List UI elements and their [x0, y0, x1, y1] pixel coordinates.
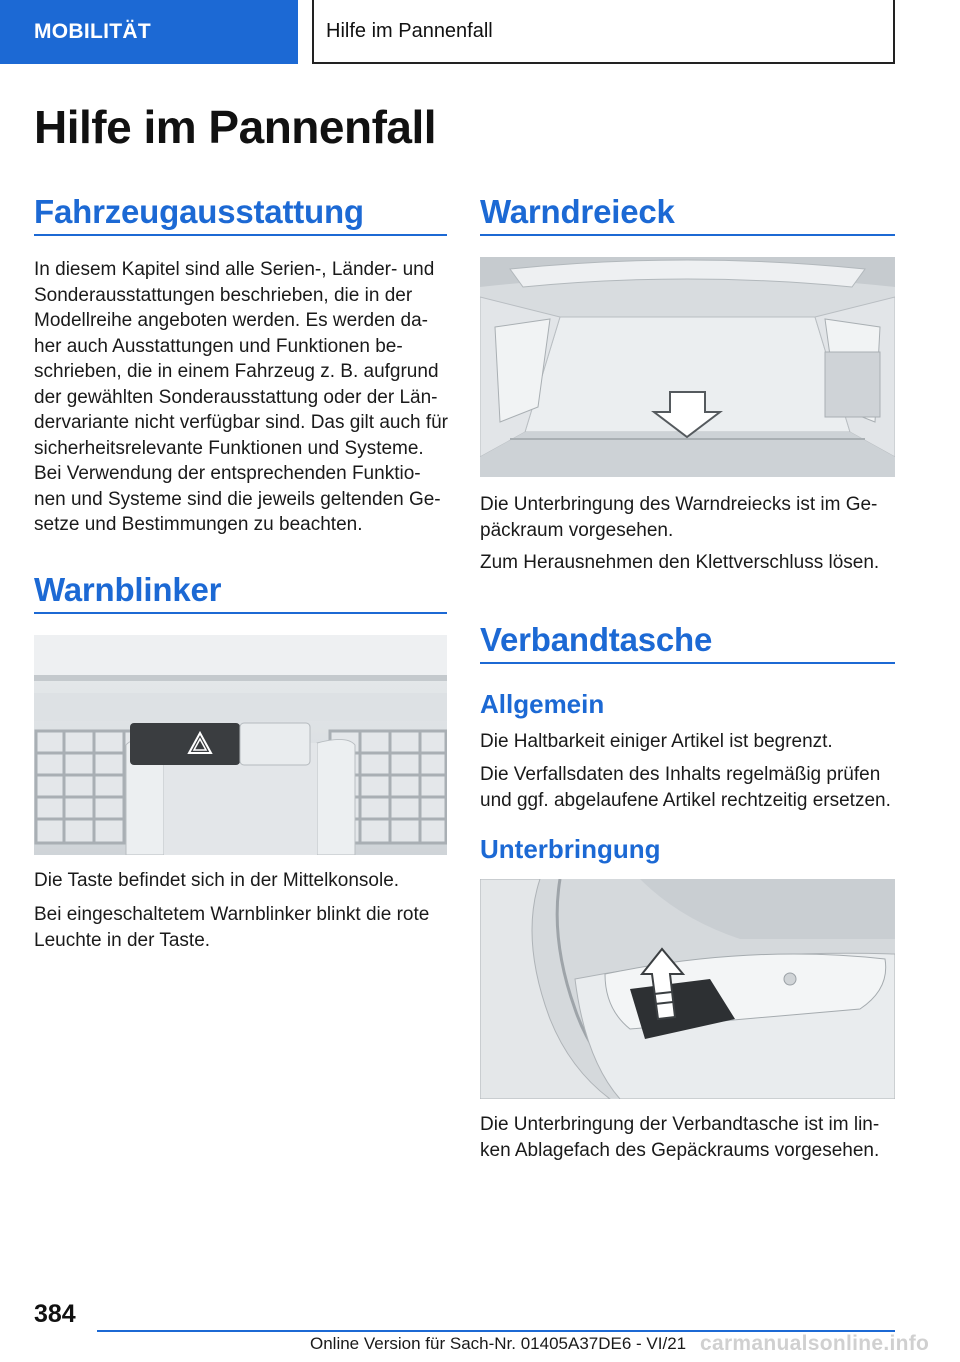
heading-warnblinker: Warnblinker — [34, 571, 222, 608]
watermark: carmanualsonline.info — [700, 1332, 930, 1355]
trunk-first-aid-image — [480, 879, 895, 1099]
chapter-tab: Hilfe im Pannenfall — [312, 0, 895, 64]
section-tab: MOBILITÄT — [0, 0, 298, 64]
warndreieck-paragraph-2: Zum Herausnehmen den Klettverschluss lösen. — [480, 552, 880, 573]
warndreieck-paragraph-1: Die Unterbringung des Warndreiecks ist im Ge- päckraum vorgesehen. — [480, 494, 878, 541]
allgemein-paragraph-2: Die Verfallsdaten des Inhalts regelmäßig prüfen und ggf. abgelaufene Artikel rechtzeitig ersetzen. — [480, 764, 891, 811]
heading-rule — [34, 612, 447, 614]
hazard-button-image — [34, 635, 447, 855]
heading-allgemein: Allgemein — [480, 689, 605, 719]
unterbringung-paragraph: Die Unterbringung der Verbandtasche ist im lin- ken Ablagefach des Gepäckraums vorgesehen. — [480, 1114, 880, 1161]
trunk-warning-triangle-image — [480, 257, 895, 477]
footer-version-text: Online Version für Sach-Nr. 01405A37DE6 - VI/21 — [310, 1334, 687, 1353]
heading-verbandtasche: Verbandtasche — [480, 621, 713, 658]
heading-rule — [480, 234, 895, 236]
heading-fahrzeugausstattung: Fahrzeugausstattung — [34, 193, 364, 230]
heading-rule — [34, 234, 447, 236]
page-title: Hilfe im Pannenfall — [34, 101, 437, 153]
allgemein-paragraph-1: Die Haltbarkeit einiger Artikel ist begrenzt. — [480, 731, 833, 752]
warnblinker-paragraph-1: Die Taste befindet sich in der Mittelkonsole. — [34, 870, 400, 891]
page-number: 384 — [34, 1300, 76, 1328]
warnblinker-paragraph-2: Bei eingeschaltetem Warnblinker blinkt die rote Leuchte in der Taste. — [34, 904, 430, 951]
heading-unterbringung: Unterbringung — [480, 834, 661, 864]
fahrzeug-paragraph: In diesem Kapitel sind alle Serien-, Länder- und Sonderausstattungen beschrieben, die in der Modellreihe angeboten werden. Es werden da- her auch Ausstattungen und Funktionen be- schrieben, die in einem Fahrzeug z. B. aufgrund der gewählten Sonderausstattung oder der Län- dervariante nicht verfügbar sind. Das gilt auch für sicherheitsrelevante Funktionen und Systeme. Bei Verwendung der entsprechenden Funktio- nen und Systeme sind die jeweils geltenden Ge- setze und Bestimmungen zu beachten. — [34, 259, 448, 535]
heading-warndreieck: Warndreieck — [480, 193, 675, 230]
heading-rule — [480, 662, 895, 664]
